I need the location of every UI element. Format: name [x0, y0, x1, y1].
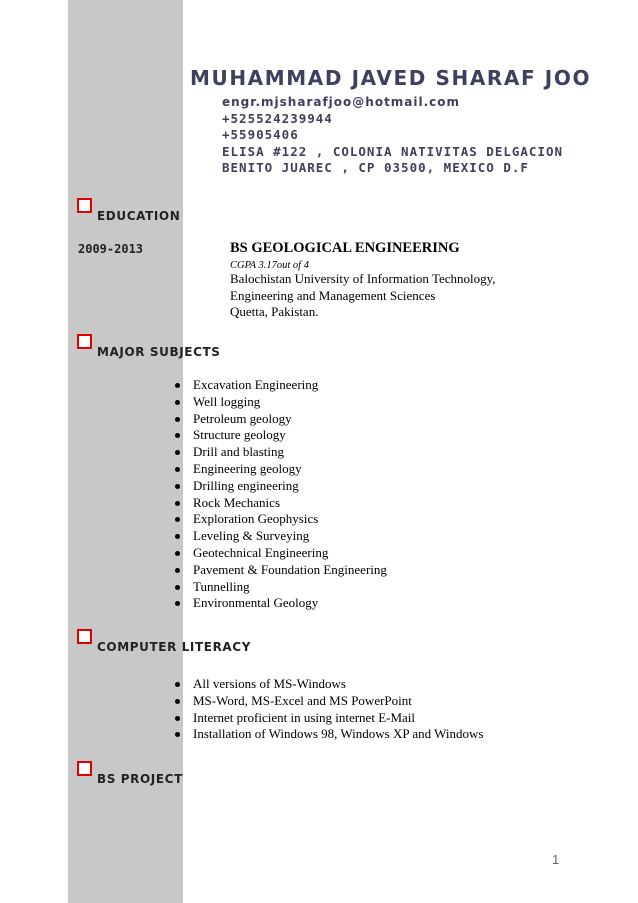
bullet-icon — [175, 501, 180, 506]
list-item: Geotechnical Engineering — [175, 545, 387, 562]
list-item: Exploration Geophysics — [175, 511, 387, 528]
list-item: Pavement & Foundation Engineering — [175, 562, 387, 579]
bullet-icon — [175, 699, 180, 704]
degree-title: BS GEOLOGICAL ENGINEERING — [230, 240, 460, 256]
list-item: MS-Word, MS-Excel and MS PowerPoint — [175, 693, 483, 710]
list-item: Installation of Windows 98, Windows XP and Windows — [175, 726, 483, 743]
list-item: Structure geology — [175, 427, 387, 444]
institution-line-2: Engineering and Management Sciences — [230, 287, 436, 303]
computer-literacy-list — [175, 676, 483, 743]
list-item: Excavation Engineering — [175, 377, 387, 394]
section-marker-icon — [77, 761, 92, 776]
address-line-1: ELISA #122 , COLONIA NATIVITAS DELGACION — [222, 143, 564, 159]
bullet-icon — [175, 682, 180, 687]
institution-line-1: Balochistan University of Information Technology, — [230, 271, 496, 286]
section-marker-icon — [77, 334, 92, 349]
bs-project-heading: BS PROJECT — [97, 772, 183, 786]
contact-block — [222, 94, 563, 177]
major-subjects-list — [175, 377, 387, 612]
bullet-icon — [175, 417, 180, 422]
phone-number-2: +55905406 — [222, 127, 299, 142]
bullet-icon — [175, 517, 180, 522]
bullet-icon — [175, 732, 180, 737]
bullet-icon — [175, 601, 180, 606]
phone-number-1: +525524239944 — [222, 110, 333, 126]
list-item: Drill and blasting — [175, 444, 387, 461]
computer-literacy-heading: COMPUTER LITERACY — [97, 640, 252, 654]
candidate-name: MUHAMMAD JAVED SHARAF JOO — [190, 66, 592, 90]
list-item: Petroleum geology — [175, 411, 387, 428]
list-item: Leveling & Surveying — [175, 528, 387, 545]
institution-location: Quetta, Pakistan. — [230, 304, 319, 319]
section-marker-icon — [77, 198, 92, 213]
list-item: Internet proficient in using internet E-Mail — [175, 710, 483, 727]
email-address: engr.mjsharafjoo@hotmail.com — [222, 95, 461, 109]
bullet-icon — [175, 568, 180, 573]
bullet-icon — [175, 400, 180, 405]
address-line-2: BENITO JUAREC , CP 03500, MEXICO D.F — [222, 160, 529, 175]
list-item: Environmental Geology — [175, 595, 387, 612]
list-item: Rock Mechanics — [175, 495, 387, 512]
bullet-icon — [175, 467, 180, 472]
education-years: 2009-2013 — [78, 242, 144, 256]
education-heading: EDUCATION — [97, 209, 181, 223]
list-item: Engineering geology — [175, 461, 387, 478]
bullet-icon — [175, 585, 180, 590]
bullet-icon — [175, 534, 180, 539]
list-item: Drilling engineering — [175, 478, 387, 495]
bullet-icon — [175, 551, 180, 556]
page-margin — [0, 0, 68, 903]
list-item: Well logging — [175, 394, 387, 411]
bullet-icon — [175, 484, 180, 489]
major-subjects-heading: MAJOR SUBJECTS — [97, 345, 221, 359]
bullet-icon — [175, 433, 180, 438]
bullet-icon — [175, 383, 180, 388]
list-item: Tunnelling — [175, 579, 387, 596]
bullet-icon — [175, 450, 180, 455]
list-item: All versions of MS-Windows — [175, 676, 483, 693]
cgpa: CGPA 3.17out of 4 — [230, 260, 309, 271]
section-marker-icon — [77, 629, 92, 644]
education-details — [230, 240, 496, 321]
page-number: 1 — [552, 852, 560, 867]
bullet-icon — [175, 716, 180, 721]
resume-header — [190, 66, 591, 90]
